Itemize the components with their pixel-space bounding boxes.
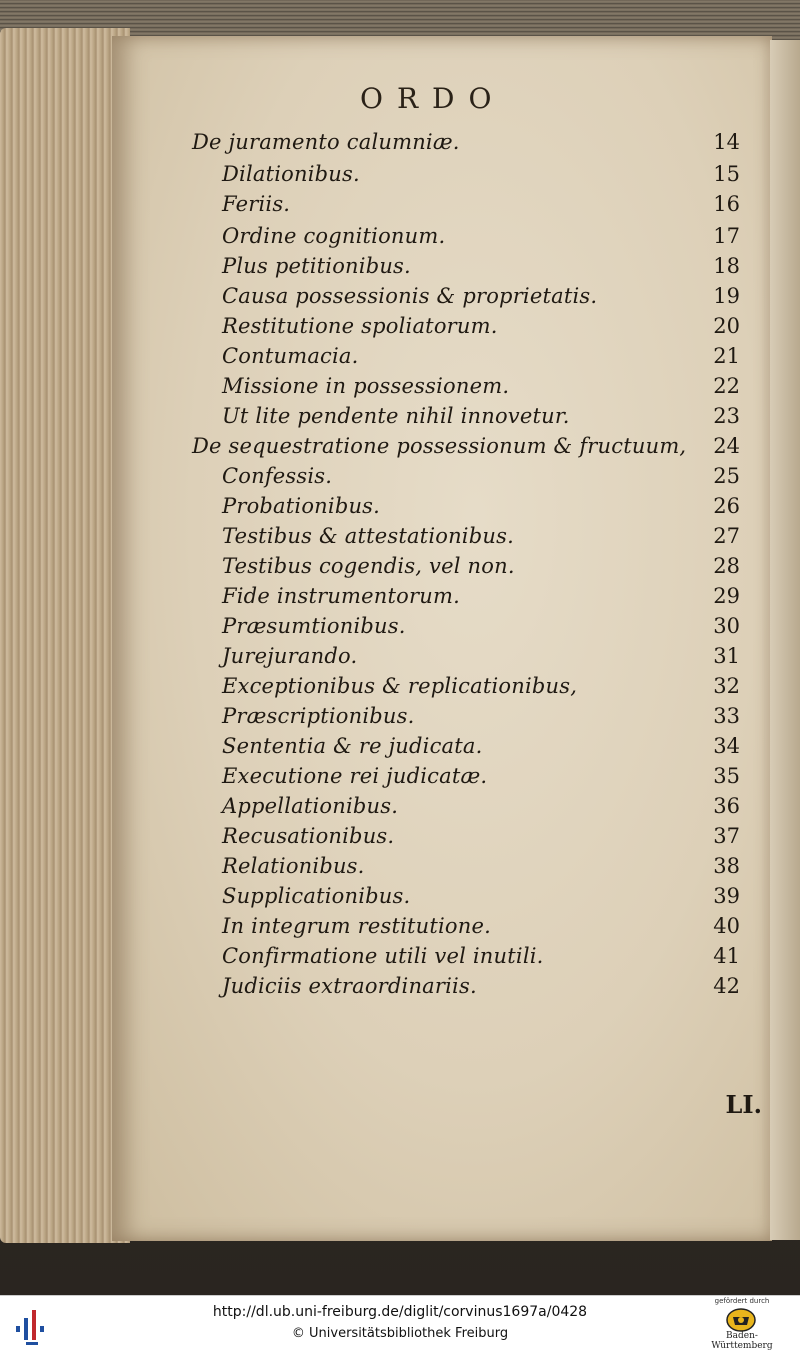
catchword: LI. xyxy=(725,1090,762,1119)
toc-entry-title: Testibus cogendis, vel non. xyxy=(222,554,515,578)
toc-entry xyxy=(0,344,800,374)
toc-entry-page-number: 24 xyxy=(713,434,740,458)
toc-entry-page-number: 30 xyxy=(713,614,740,638)
state-seal-icon xyxy=(724,1308,758,1332)
toc-entry-title: Relationibus. xyxy=(222,854,365,878)
toc-entry-page-number: 40 xyxy=(713,914,740,938)
copyright-notice: © Universitätsbibliothek Freiburg xyxy=(291,1326,509,1341)
toc-entry-page-number: 41 xyxy=(713,944,740,968)
toc-entry-title: Exceptionibus & replicationibus, xyxy=(222,674,578,698)
toc-entry xyxy=(0,434,800,464)
toc-entry-page-number: 25 xyxy=(713,464,740,488)
toc-entry xyxy=(0,794,800,824)
toc-entry-page-number: 18 xyxy=(713,254,740,278)
toc-entry-title: Jurejurando. xyxy=(222,644,358,668)
sponsor-block xyxy=(702,1297,782,1351)
toc-entry xyxy=(0,704,800,734)
toc-entry xyxy=(0,734,800,764)
toc-entry-page-number: 38 xyxy=(713,854,740,878)
toc-entry-title: Testibus & attestationibus. xyxy=(222,524,514,548)
toc-entry xyxy=(0,224,800,254)
toc-entry-page-number: 16 xyxy=(713,192,740,216)
toc-entry-title: Confirmatione utili vel inutili. xyxy=(222,944,544,968)
toc-entry-page-number: 19 xyxy=(713,284,740,308)
sponsor-name: Baden-Württemberg xyxy=(711,1331,773,1351)
toc-entry-title: Confessis. xyxy=(222,464,333,488)
toc-entry-title: Probationibus. xyxy=(222,494,381,518)
toc-entry-title: In integrum restitutione. xyxy=(222,914,491,938)
toc-entry xyxy=(0,944,800,974)
toc-entry-title: Sententia & re judicata. xyxy=(222,734,483,758)
toc-entry xyxy=(0,644,800,674)
toc-entry-page-number: 39 xyxy=(713,884,740,908)
toc-entry-page-number: 29 xyxy=(713,584,740,608)
toc-entry-title: Præsumtionibus. xyxy=(222,614,406,638)
toc-entry-title: Restitutione spoliatorum. xyxy=(222,314,498,338)
toc-entry-page-number: 28 xyxy=(713,554,740,578)
toc-entry-title: Ordine cognitionum. xyxy=(222,224,446,248)
toc-entry-page-number: 35 xyxy=(713,764,740,788)
toc-entry-title: De sequestratione possessionum & fructuum, xyxy=(192,434,687,458)
toc-entry xyxy=(0,254,800,284)
toc-entry-page-number: 31 xyxy=(713,644,740,668)
toc-entry-title: Causa possessionis & proprietatis. xyxy=(222,284,598,308)
toc-entry xyxy=(0,614,800,644)
toc-entry xyxy=(0,374,800,404)
toc-entry-title: Plus petitionibus. xyxy=(222,254,411,278)
toc-entry-page-number: 42 xyxy=(713,974,740,998)
toc-entry-title: Executione rei judicatæ. xyxy=(222,764,488,788)
toc-entry-page-number: 23 xyxy=(713,404,740,428)
toc-entry-title: Feriis. xyxy=(222,192,291,216)
toc-entry-title: Supplicationibus. xyxy=(222,884,411,908)
toc-entry xyxy=(0,162,800,192)
toc-entry-page-number: 32 xyxy=(713,674,740,698)
toc-entry-page-number: 17 xyxy=(713,224,740,248)
toc-entry xyxy=(0,674,800,704)
toc-entry-page-number: 22 xyxy=(713,374,740,398)
toc-entry-title: De juramento calumniæ. xyxy=(192,130,460,154)
toc-entry xyxy=(0,884,800,914)
toc-entry xyxy=(0,130,800,160)
toc-entry-page-number: 37 xyxy=(713,824,740,848)
toc-entry xyxy=(0,584,800,614)
toc-entry xyxy=(0,554,800,584)
toc-entry-title: Missione in possessionem. xyxy=(222,374,510,398)
toc-entry-title: Appellationibus. xyxy=(222,794,399,818)
viewer-footer xyxy=(0,1295,800,1352)
toc-entry-page-number: 26 xyxy=(713,494,740,518)
toc-entry-page-number: 34 xyxy=(713,734,740,758)
toc-entry xyxy=(0,524,800,554)
toc-entry-title: Contumacia. xyxy=(222,344,359,368)
toc-entry-title: Præscriptionibus. xyxy=(222,704,415,728)
toc-entry-page-number: 21 xyxy=(713,344,740,368)
toc-entry-page-number: 36 xyxy=(713,794,740,818)
toc-entry-page-number: 33 xyxy=(713,704,740,728)
toc-entry-title: Fide instrumentorum. xyxy=(222,584,460,608)
toc-entry-page-number: 27 xyxy=(713,524,740,548)
toc-entry-title: Ut lite pendente nihil innovetur. xyxy=(222,404,570,428)
toc-entry xyxy=(0,764,800,794)
toc-entry-title: Judiciis extraordinariis. xyxy=(222,974,477,998)
toc-entry-page-number: 15 xyxy=(713,162,740,186)
toc-entry xyxy=(0,192,800,222)
sponsor-label: gefördert durch xyxy=(714,1297,770,1305)
toc-entry xyxy=(0,914,800,944)
toc-entry xyxy=(0,284,800,314)
toc-entry-title: Dilationibus. xyxy=(222,162,360,186)
toc-entry xyxy=(0,464,800,494)
toc-entry xyxy=(0,854,800,884)
toc-entry-page-number: 14 xyxy=(713,130,740,154)
toc-entry xyxy=(0,974,800,1004)
page-url-link[interactable]: http://dl.ub.uni-freiburg.de/diglit/corvinus1697a/0428 xyxy=(212,1304,588,1320)
toc-entry xyxy=(0,404,800,434)
toc-entry xyxy=(0,494,800,524)
page-heading: ORDO xyxy=(360,82,506,115)
toc-entry xyxy=(0,314,800,344)
toc-entry xyxy=(0,824,800,854)
toc-entry-page-number: 20 xyxy=(713,314,740,338)
toc-entry-title: Recusationibus. xyxy=(222,824,395,848)
